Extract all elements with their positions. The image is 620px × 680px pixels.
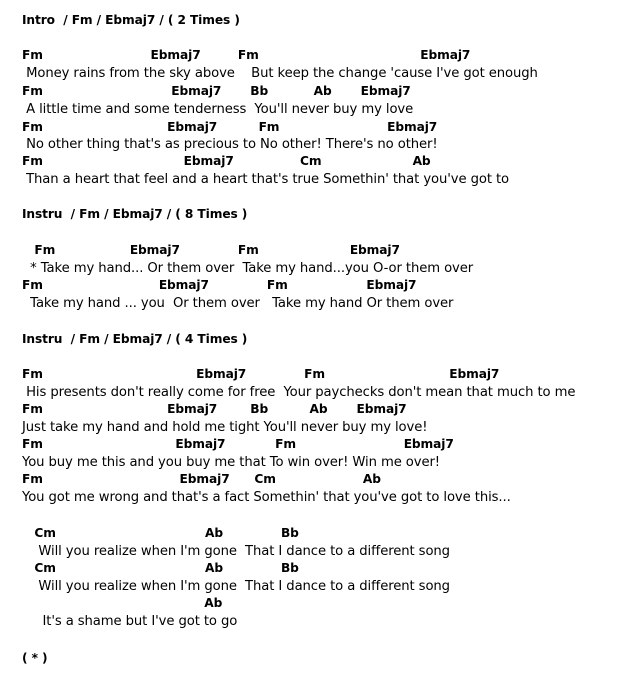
lyric-line: Take my hand ... you Or them over Take my hand Or them over — [22, 296, 454, 311]
chord-line: Cm Ab Bb — [22, 526, 299, 540]
lyric-line: It's a shame but I've got to go — [22, 614, 238, 629]
section-intro: Intro / Fm / Ebmaj7 / ( 2 Times ) — [22, 13, 240, 27]
lyric-line: A little time and some tenderness You'll never buy my love — [22, 102, 414, 117]
lyric-line: Money rains from the sky above But keep the change 'cause I've got enough — [22, 66, 538, 81]
chord-line: Fm Ebmaj7 Fm Ebmaj7 — [22, 120, 438, 134]
chord-line: Fm Ebmaj7 Fm Ebmaj7 — [22, 367, 500, 381]
lyric-line: Than a heart that feel and a heart that's true Somethin' that you've got to — [22, 172, 510, 187]
chord-line: Fm Ebmaj7 Bb Ab Ebmaj7 — [22, 84, 411, 98]
chord-line: Fm Ebmaj7 Fm Ebmaj7 — [22, 437, 454, 451]
lyric-line: You buy me this and you buy me that To win over! Win me over! — [22, 455, 440, 470]
chord-line: Fm Ebmaj7 Fm Ebmaj7 — [22, 243, 400, 257]
lyric-line: Will you realize when I'm gone That I dance to a different song — [22, 544, 450, 559]
chord-line: Fm Ebmaj7 Fm Ebmaj7 — [22, 48, 471, 62]
lyric-line: * Take my hand... Or them over Take my hand...you O-or them over — [22, 261, 474, 276]
chord-line: Fm Ebmaj7 Cm Ab — [22, 154, 431, 168]
chord-line: Fm Ebmaj7 Bb Ab Ebmaj7 — [22, 402, 407, 416]
lyric-line: You got me wrong and that's a fact Somethin' that you've got to love this... — [22, 490, 511, 505]
section-instru-4: Instru / Fm / Ebmaj7 / ( 4 Times ) — [22, 332, 248, 346]
lyric-line: Will you realize when I'm gone That I dance to a different song — [22, 579, 450, 594]
lyric-line: No other thing that's as precious to No other! There's no other! — [22, 137, 438, 152]
lyric-line: His presents don't really come for free Your paychecks don't mean that much to me — [22, 385, 576, 400]
chord-line: Ab — [22, 596, 223, 610]
chord-line: Cm Ab Bb — [22, 561, 299, 575]
section-instru-8: Instru / Fm / Ebmaj7 / ( 8 Times ) — [22, 207, 248, 221]
lyric-line: Just take my hand and hold me tight You'll never buy my love! — [22, 420, 428, 435]
section-repeat-marker: ( * ) — [22, 651, 48, 665]
chord-line: Fm Ebmaj7 Cm Ab — [22, 472, 381, 486]
chord-line: Fm Ebmaj7 Fm Ebmaj7 — [22, 278, 417, 292]
